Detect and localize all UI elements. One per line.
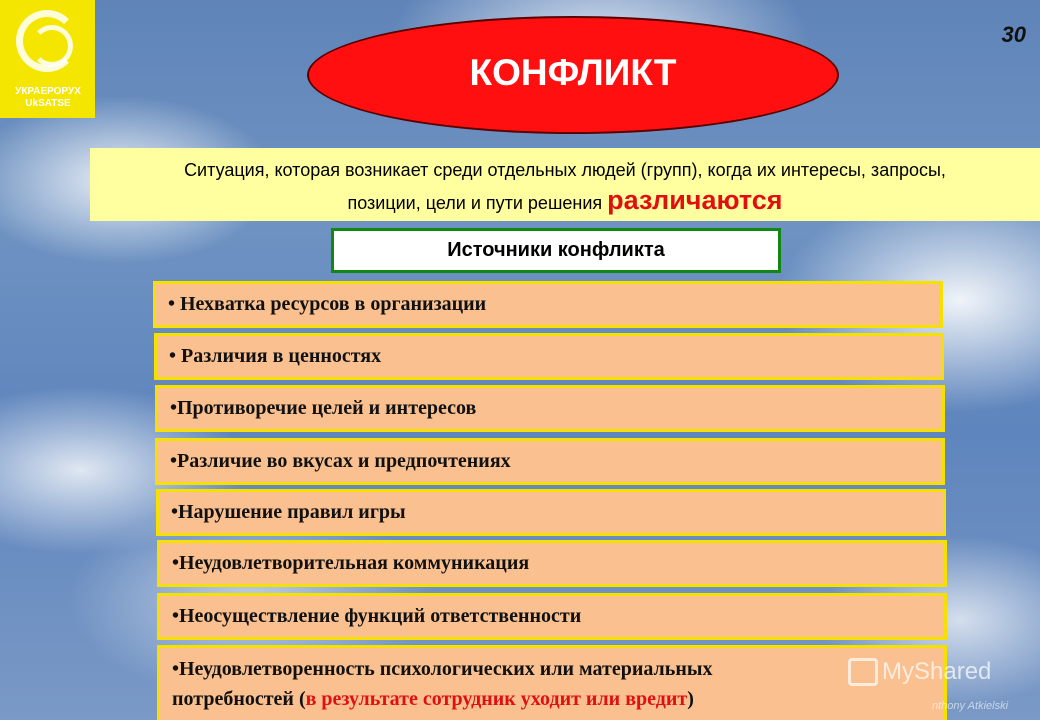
logo-swirl-icon: [16, 10, 78, 72]
source-item-8-line2-start: потребностей (: [172, 688, 306, 710]
source-item-1: • Нехватка ресурсов в организации: [153, 281, 943, 328]
definition-box: [90, 148, 1040, 221]
source-item-8-red-text: в результате сотрудник уходит или вредит: [305, 688, 688, 710]
source-item-7: •Неосуществление функций ответственности: [157, 593, 947, 640]
watermark-text: MyShared: [882, 658, 992, 685]
myshared-watermark: [848, 658, 991, 686]
source-item-4: •Различие во вкусах и предпочтениях: [155, 438, 945, 485]
source-item-8-text: [172, 654, 713, 714]
definition-line2: [90, 185, 1040, 218]
definition-line1: Ситуация, которая возникает среди отдельных людей (групп), когда их интересы, запросы,: [184, 160, 946, 180]
source-item-8-line2-end: ): [687, 688, 694, 710]
title-ellipse: [307, 16, 839, 134]
source-item-8: [157, 645, 947, 720]
source-item-8-line1: •Неудовлетворенность психологических или материальных: [172, 658, 713, 680]
source-item-5: •Нарушение правил игры: [156, 489, 946, 536]
photo-credit: nthony Atkielski: [932, 700, 1009, 712]
source-item-8-line2: [172, 684, 713, 714]
slide-number: 30: [1001, 22, 1026, 47]
logo-text: [4, 86, 92, 110]
definition-line2-text: позиции, цели и пути решения: [347, 193, 603, 213]
source-item-3: •Противоречие целей и интересов: [155, 385, 945, 432]
logo-text-line2: UkSATSE: [25, 98, 71, 109]
myshared-logo-icon: [848, 658, 878, 686]
slide-title: КОНФЛИКТ: [469, 52, 677, 93]
definition-highlight: различаются: [607, 185, 783, 215]
logo-text-line1: УКРАЕРОРУХ: [15, 86, 81, 97]
sources-header: Источники конфликта: [331, 228, 781, 273]
source-item-6: •Неудовлетворительная коммуникация: [157, 540, 947, 587]
source-item-2: • Различия в ценностях: [154, 333, 944, 380]
uksatse-logo: [0, 0, 95, 118]
